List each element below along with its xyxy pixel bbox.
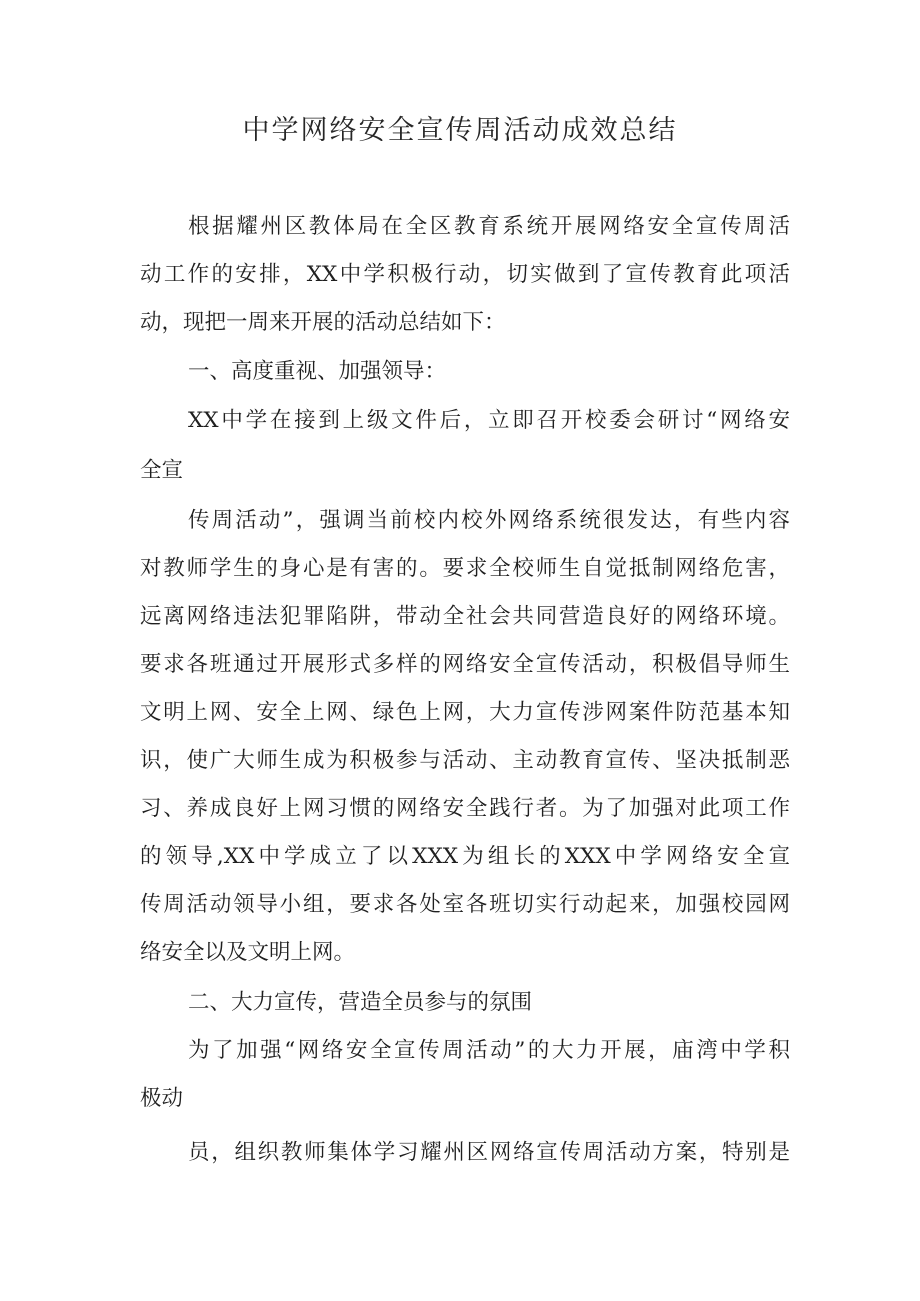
paragraph-line: 动，现把一周来开展的活动总结如下： (140, 310, 506, 335)
paragraph-line: 对教师学生的身心是有害的。要求全校师生自觉抵制网络危害， (140, 556, 790, 581)
paragraph-line: 要求各班通过开展形式多样的网络安全宣传活动，积极倡导师生 (140, 652, 790, 677)
paragraph-line: 络安全以及文明上网。 (140, 940, 356, 965)
paragraph-line: 传周活动领导小组，要求各处室各班切实行动起来，加强校园网 (140, 892, 790, 917)
paragraph-line: 员，组织教师集体学习耀州区网络宣传周活动方案，特别是 (188, 1140, 790, 1165)
section-heading: 二、大力宣传，营造全员参与的氛围 (188, 990, 533, 1015)
paragraph-line: 全宣 (140, 458, 184, 483)
paragraph-line: 识，使广大师生成为积极参与活动、主动教育宣传、坚决抵制恶 (140, 748, 790, 773)
paragraph-line: 文明上网、安全上网、绿色上网，大力宣传涉网案件防范基本知 (140, 700, 790, 725)
paragraph-line: 传周活动”，强调当前校内校外网络系统很发达，有些内容 (188, 508, 790, 533)
paragraph-line: 根据耀州区教体局在全区教育系统开展网络安全宣传周活 (188, 214, 790, 239)
paragraph-line: XX中学在接到上级文件后，立即召开校委会研讨“网络安 (188, 408, 790, 433)
paragraph-line: 为了加强“网络安全宣传周活动”的大力开展，庙湾中学积 (188, 1038, 790, 1063)
document-title: 中学网络安全宣传周活动成效总结 (242, 115, 678, 146)
paragraph-line: 的领导,XX中学成立了以XXX为组长的XXX中学网络安全宣 (140, 844, 790, 869)
paragraph-line: 极动 (140, 1086, 184, 1111)
paragraph-line: 习、养成良好上网习惯的网络安全践行者。为了加强对此项工作 (140, 796, 790, 821)
paragraph-line: 远离网络违法犯罪陷阱，带动全社会共同营造良好的网络环境。 (140, 604, 790, 629)
paragraph-line: 动工作的安排，XX中学积极行动，切实做到了宣传教育此项活 (140, 262, 790, 287)
section-heading: 一、高度重视、加强领导： (188, 359, 447, 384)
